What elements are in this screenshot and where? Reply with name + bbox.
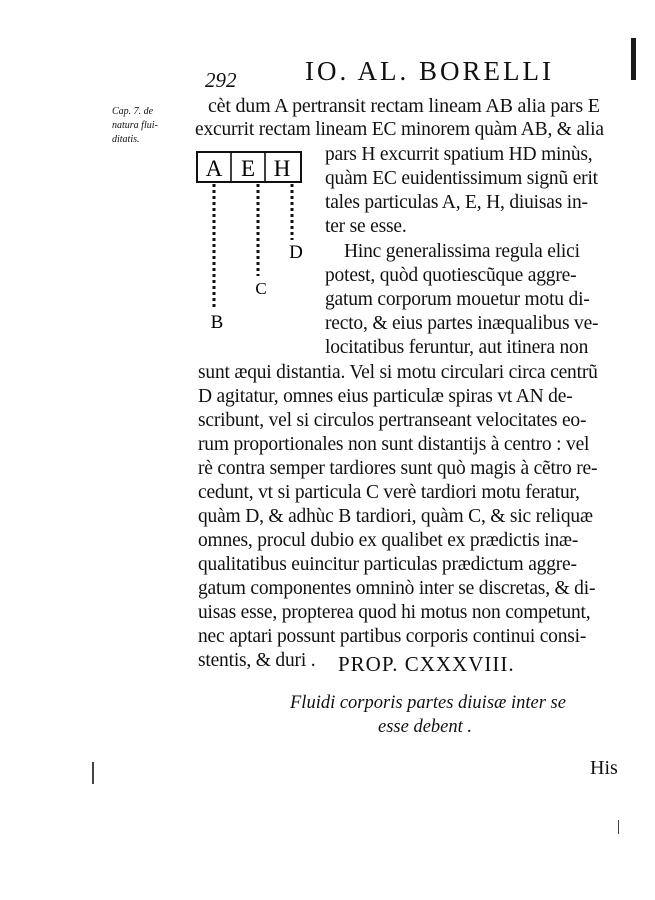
end-label-b: B xyxy=(210,312,224,333)
margin-note-line: natura flui- xyxy=(112,120,158,131)
text-line: nec aptari possunt partibus corporis continui consi- xyxy=(198,626,587,647)
text-line: quàm EC euidentissimum signũ erit xyxy=(325,168,598,189)
text-line: ter se esse. xyxy=(325,216,407,237)
text-line: recto, & eius partes inæqualibus ve- xyxy=(325,313,599,334)
text-line: gatum componentes omninò inter se discretas, & di- xyxy=(198,578,596,599)
end-label-d: D xyxy=(289,242,303,263)
box-label-a: A xyxy=(205,156,223,181)
box-label-e: E xyxy=(240,156,256,181)
text-line: cèt dum A pertransit rectam lineam AB alia pars E xyxy=(208,95,600,117)
proposition-subtitle-line: Fluidi corporis partes diuisæ inter se xyxy=(290,693,566,713)
text-line: stentis, & duri . xyxy=(198,650,316,671)
text-line: uisas esse, propterea quod hi motus non competunt, xyxy=(198,602,591,623)
text-line: locitatibus feruntur, aut itinera non xyxy=(325,337,589,358)
text-line: potest, quòd quotiescũque aggre- xyxy=(325,265,577,286)
text-line: tales particulas A, E, H, diuisas in- xyxy=(325,192,588,213)
margin-note-line: Cap. 7. de xyxy=(112,106,154,117)
text-line: Hinc generalissima regula elici xyxy=(344,241,580,262)
page-number: 292 xyxy=(205,68,237,92)
paper-speck xyxy=(618,820,619,834)
text-line: excurrit rectam lineam EC minorem quàm AB, & alia xyxy=(195,119,604,140)
paper-speck xyxy=(92,762,94,784)
text-line: rum proportionales non sunt distantijs à centro : vel xyxy=(198,434,590,455)
text-line: qualitatibus euincitur particulas prædictum aggre- xyxy=(198,554,577,575)
text-line: pars H excurrit spatium HD minùs, xyxy=(325,144,593,165)
page-edge-mark xyxy=(631,38,636,80)
text-line: rè contra semper tardiores sunt quò magis à cẽtro re- xyxy=(198,458,598,479)
motion-diagram xyxy=(195,148,315,338)
margin-note-line: ditatis. xyxy=(112,134,140,145)
text-line: cedunt, vt si particula C verè tardiori motu feratur, xyxy=(198,482,580,503)
running-head: IO. AL. BORELLI xyxy=(305,56,554,86)
text-line: sunt æqui distantia. Vel si motu circulari circa centrũ xyxy=(198,362,598,383)
catchword: His xyxy=(590,757,618,779)
text-line: gatum corporum mouetur motu di- xyxy=(325,289,590,310)
text-line: scribunt, vel si circulos pertranseant velocitates eo- xyxy=(198,410,587,431)
end-label-c: C xyxy=(255,279,267,298)
margin-note xyxy=(112,105,192,147)
text-line: quàm D, & adhùc B tardiori, quàm C, & sic reliquæ xyxy=(198,506,593,527)
proposition-subtitle-line: esse debent . xyxy=(378,717,473,737)
text-line: D agitatur, omnes eius particulæ spiras vt AN de- xyxy=(198,386,573,407)
box-label-h: H xyxy=(273,156,291,181)
proposition-title: PROP. CXXXVIII. xyxy=(338,652,515,676)
text-line: omnes, procul dubio ex qualibet ex prædictis inæ- xyxy=(198,530,579,551)
